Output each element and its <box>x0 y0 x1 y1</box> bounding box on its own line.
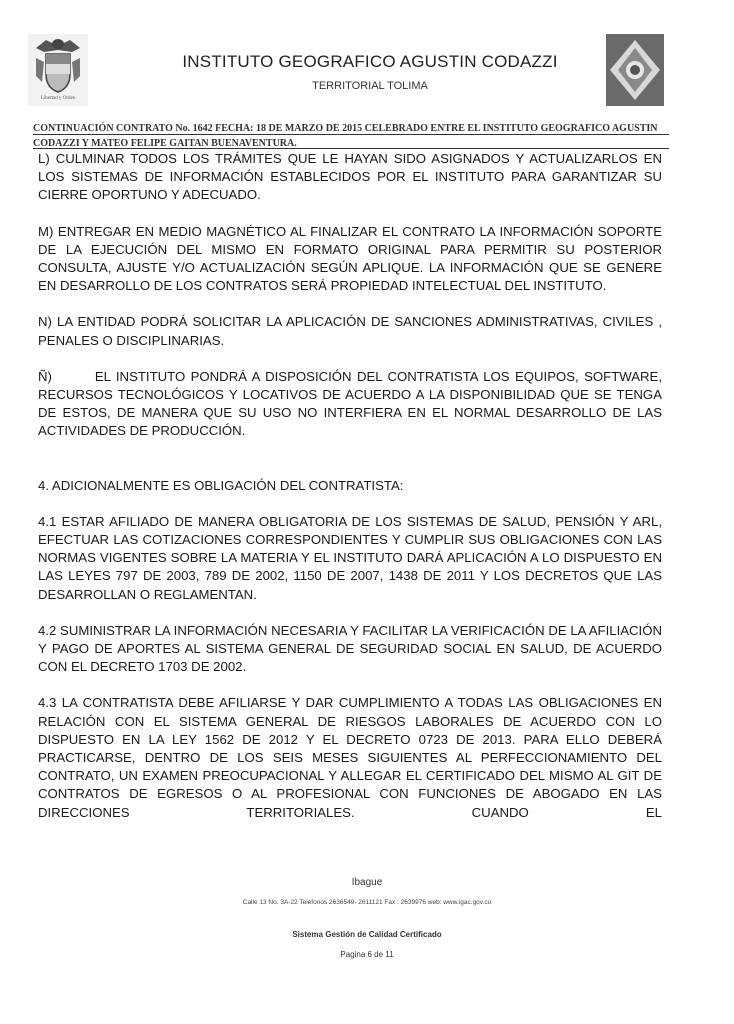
clause-m: M) ENTREGAR EN MEDIO MAGNÉTICO AL FINALIZAR EL CONTRATO LA INFORMACIÓN SOPORTE DE LA EJECUCIÓN DEL MISMO EN FORMATO ORIGINAL PARA PERMITIR SU POSTERIOR CONSULTA, AJUSTE Y/O ACTUALIZACIÓN SEGÚN APLIQUE. LA INFORMACIÓN QUE SE GENERE EN DESARROLLO DE LOS CONTRATOS SERÁ PROPIEDAD INTELECTUAL DEL INSTITUTO. <box>38 223 662 294</box>
clause-4-3: 4.3 LA CONTRATISTA DEBE AFILIARSE Y DAR CUMPLIMIENTO A TODAS LAS OBLIGACIONES EN RELACIÓN CON EL SISTEMA GENERAL DE RIESGOS LABORALES DE ACUERDO CON LO DISPUESTO EN LA LEY 1562 DE 2012 Y EL DECRETO 0723 DE 2013. PARA ELLO DEBERÁ PRACTICARSE, DENTRO DE LOS SEIS MESES SIGUIENTES AL PERFECCIONAMIENTO DEL CONTRATO, UN EXAMEN PREOCUPACIONAL Y ALLEGAR EL CERTIFICADO DEL MISMO AL GIT DE CONTRATOS DE EGRESOS O AL PROFESIONAL CON FUNCIONES DE ABOGADO EN LAS DIRECCIONES TERRITORIALES. CUANDO EL <box>38 695 662 820</box>
header-divider-top <box>33 134 669 135</box>
clause-n-tilde: Ñ) EL INSTITUTO PONDRÁ A DISPOSICIÓN DEL CONTRATISTA LOS EQUIPOS, SOFTWARE, RECURSOS TECNOLÓGICOS Y LOCATIVOS DE ACUERDO A LA DISPONIBILIDAD QUE SE TENGA DE ESTOS, DE MANERA QUE SU USO NO INTERFIERA EN EL NORMAL DESARROLLO DE LAS ACTIVIDADES DE PRODUCCIÓN. <box>38 368 666 439</box>
header-divider-bottom <box>33 148 669 149</box>
coat-of-arms-motto: Libertad y Orden <box>40 96 76 101</box>
territorial-subtitle: TERRITORIAL TOLIMA <box>312 80 428 92</box>
institute-title: INSTITUTO GEOGRAFICO AGUSTIN CODAZZI <box>182 52 558 71</box>
contract-continuation-line: CONTINUACIÓN CONTRATO No. 1642 FECHA: 18 DE MARZO DE 2015 CELEBRADO ENTRE EL INSTITUTO GEOGRAFICO AGUSTIN CODAZZI Y MATEO FELIPE GAITAN BUENAVENTURA. <box>33 123 658 149</box>
page-number: Pagina 6 de 11 <box>340 950 394 959</box>
footer-city: Ibague <box>351 877 383 888</box>
contract-body <box>38 150 666 840</box>
footer-address: Calle 13 No. 3A-22 Teléfonos 2636549- 2611121 Fax : 2639976 web: www.igac.gov.co <box>242 899 492 906</box>
section-4-heading: 4. ADICIONALMENTE ES OBLIGACIÓN DEL CONTRATISTA: <box>38 477 404 493</box>
clause-n: N) LA ENTIDAD PODRÁ SOLICITAR LA APLICACIÓN DE SANCIONES ADMINISTRATIVAS, CIVILES , PENALES O DISCIPLINARIAS. <box>38 314 662 348</box>
footer-quality-system: Sistema Gestión de Calidad Certificado <box>292 930 442 939</box>
clause-4-1: 4.1 ESTAR AFILIADO DE MANERA OBLIGATORIA DE LOS SISTEMAS DE SALUD, PENSIÓN Y ARL, EFECTUAR LAS COTIZACIONES CORRESPONDIENTES Y CUMPLIR SUS OBLIGACIONES CON LAS NORMAS VIGENTES SOBRE LA MATERIA Y EL INSTITUTO DARÁ APLICACIÓN A LO DISPUESTO EN LAS LEYES 797 DE 2003, 789 DE 2002, 1150 DE 2007, 1438 DE 2011 Y LOS DECRETOS QUE LAS DESARROLLAN O REGLAMENTAN. <box>38 513 662 602</box>
clause-l: L) CULMINAR TODOS LOS TRÁMITES QUE LE HAYAN SIDO ASIGNADOS Y ACTUALIZARLOS EN LOS SISTEMAS DE INFORMACIÓN ESTABLECIDOS POR EL INSTITUTO PARA GARANTIZAR SU CIERRE OPORTUNO Y ADECUADO. <box>38 151 662 203</box>
clause-4-2: 4.2 SUMINISTRAR LA INFORMACIÓN NECESARIA Y FACILITAR LA VERIFICACIÓN DE LA AFILIACIÓN Y PAGO DE APORTES AL SISTEMA GENERAL DE SEGURIDAD SOCIAL EN SALUD, DE ACUERDO CON EL DECRETO 1703 DE 2002. <box>38 622 662 675</box>
